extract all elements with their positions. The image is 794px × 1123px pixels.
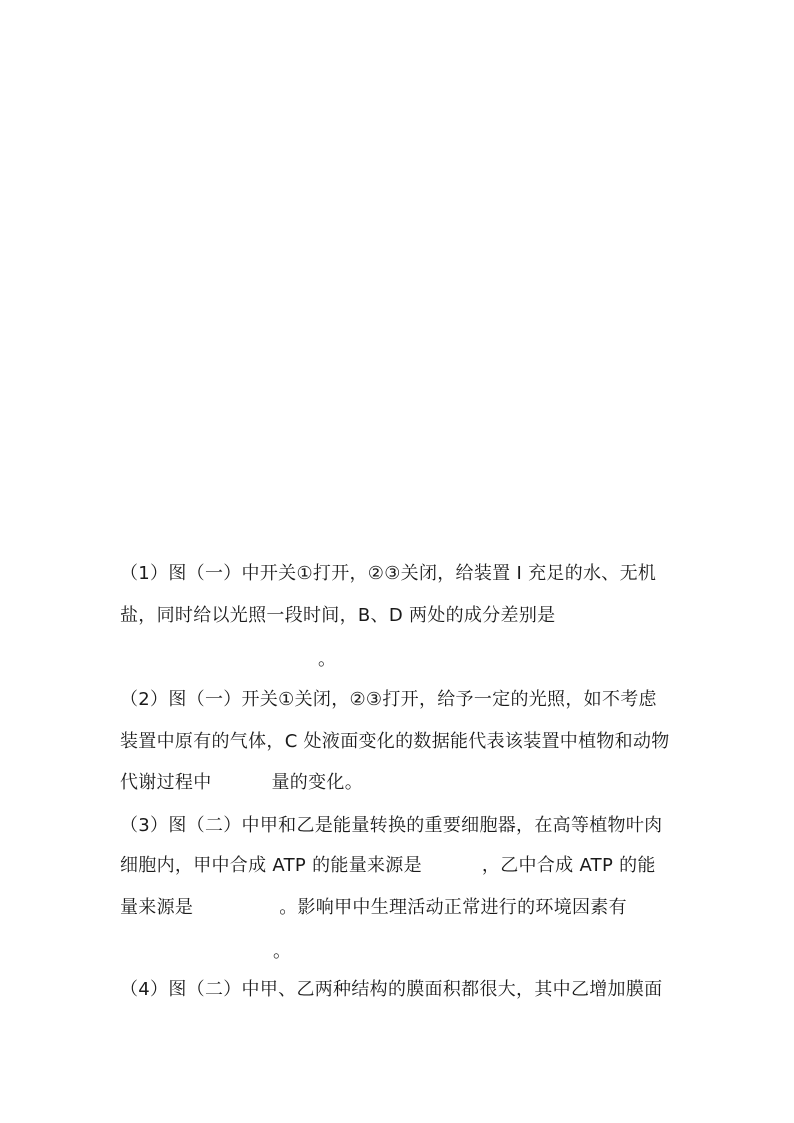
- q3-line-1: （3）图（二）中甲和乙是能量转换的重要细胞器，在高等植物叶肉: [120, 815, 663, 836]
- q2-line-3: [120, 771, 680, 795]
- q1-line-2: 盐，同时给以光照一段时间，B、D 两处的成分差别是: [120, 605, 556, 626]
- q3-line-3: [120, 896, 680, 920]
- q1-line-1: （1）图（一）中开关①打开，②③关闭，给装置 I 充足的水、无机: [120, 563, 657, 584]
- q2-line-3-part-b: 量的变化。: [271, 772, 363, 793]
- q3-line-2: [120, 854, 680, 878]
- q3-line-3-part-a: 量来源是: [120, 897, 194, 918]
- q2-line-1: （2）图（一）开关①关闭，②③打开，给予一定的光照，如不考虑: [120, 689, 657, 710]
- q1-line-3-end: 。: [318, 649, 337, 670]
- q4-line-1: （4）图（二）中甲、乙两种结构的膜面积都很大，其中乙增加膜面: [120, 979, 663, 1000]
- q2-line-3-part-a: 代谢过程中: [120, 772, 212, 793]
- q2-line-2: 装置中原有的气体，C 处液面变化的数据能代表该装置中植物和动物: [120, 731, 670, 752]
- q3-line-2-part-b: ，乙中合成 ATP 的能: [481, 855, 656, 876]
- q3-line-2-part-a: 细胞内，甲中合成 ATP 的能量来源是: [120, 855, 422, 876]
- q3-line-4-end: 。: [273, 941, 292, 962]
- q3-line-3-part-b: 。影响甲中生理活动正常进行的环境因素有: [279, 897, 627, 918]
